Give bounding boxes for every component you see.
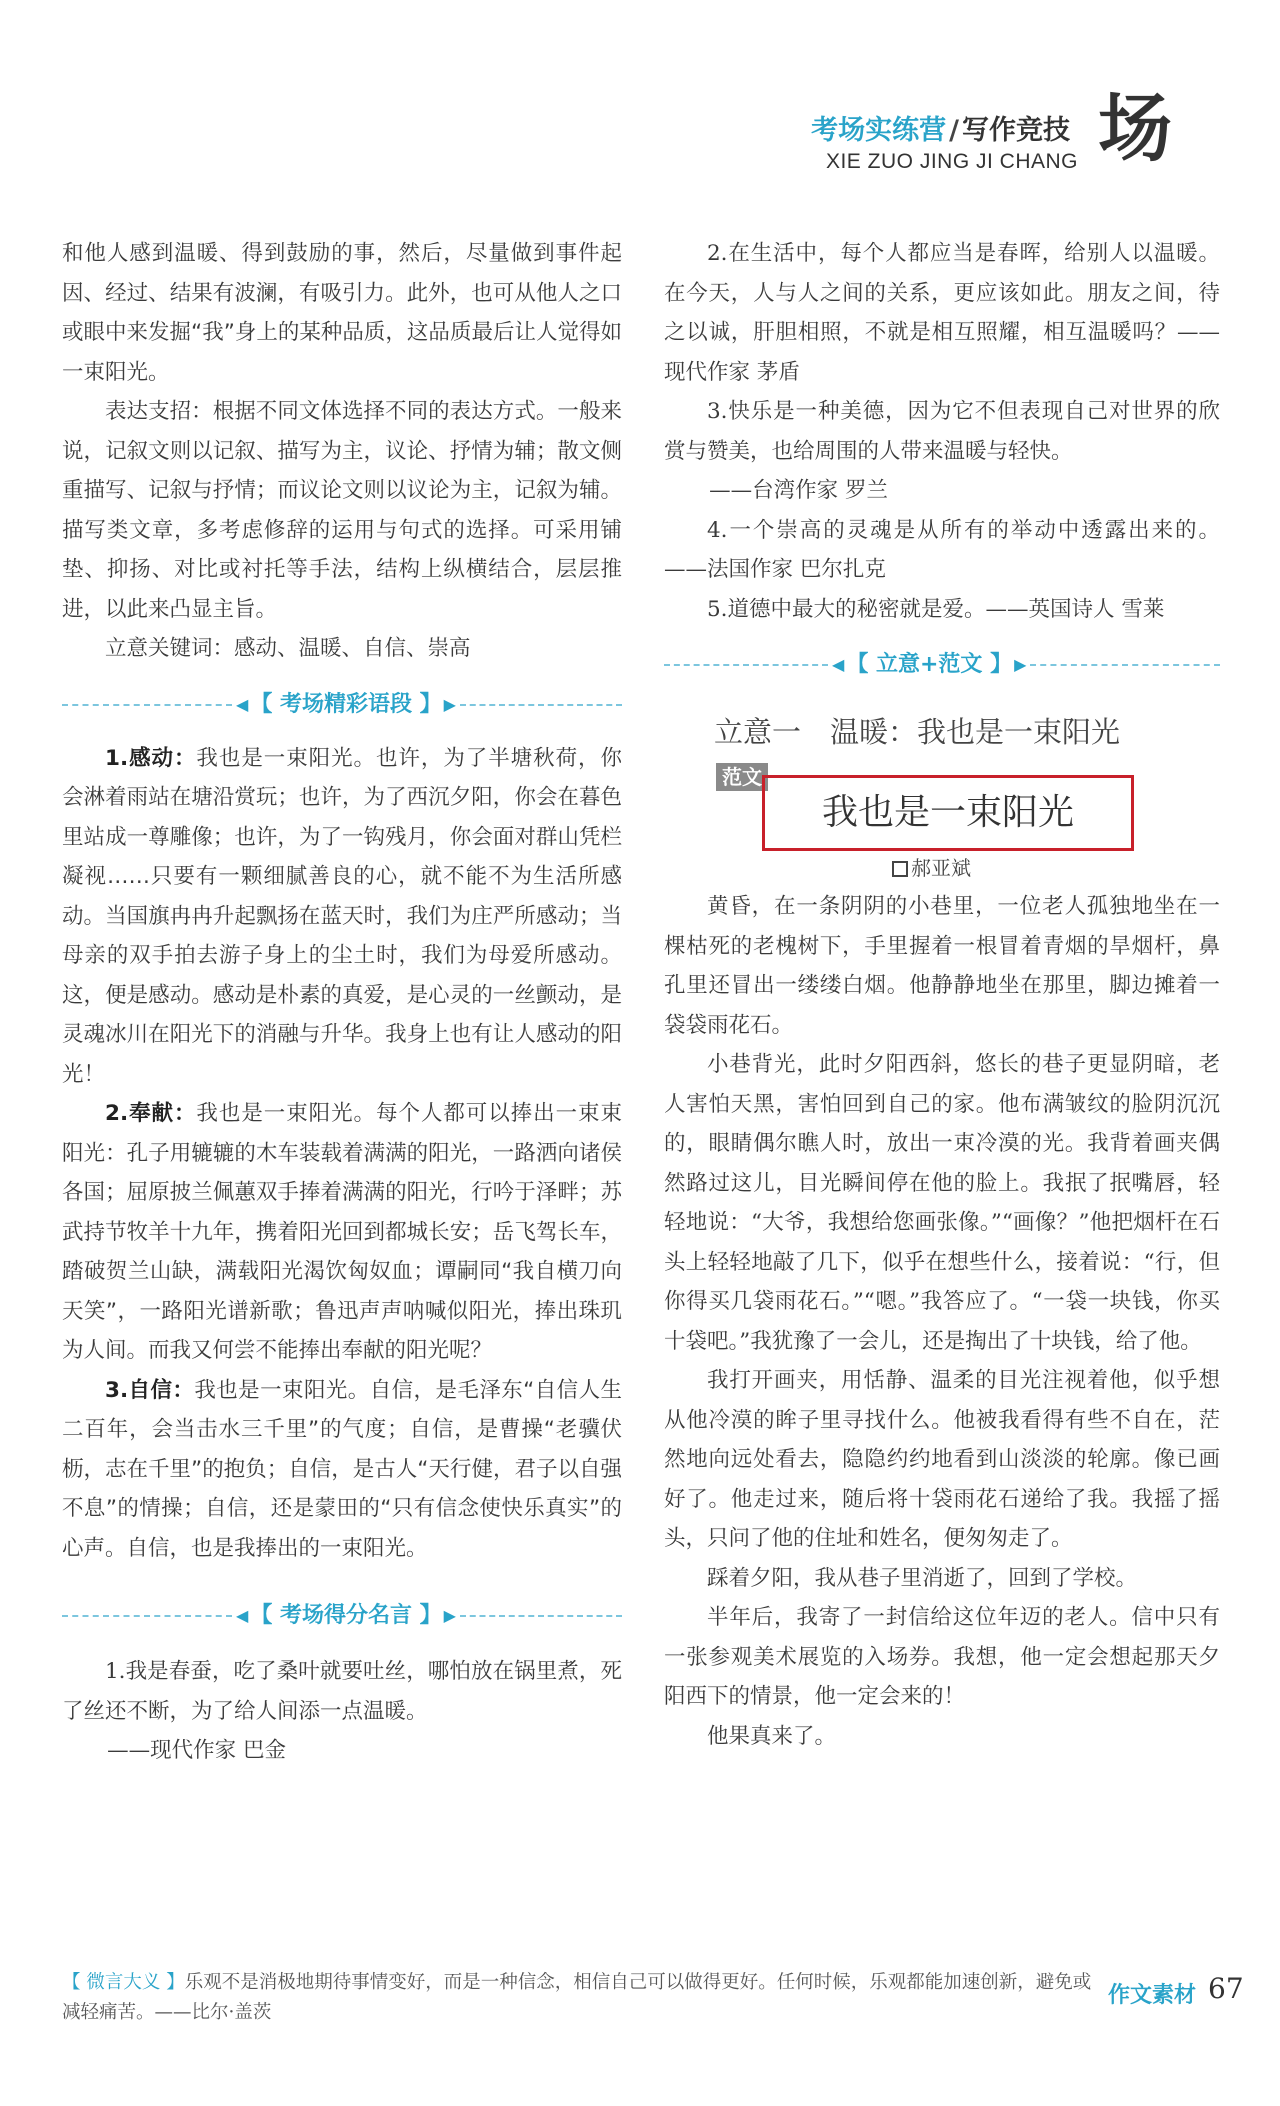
essay-heading [664,755,1220,881]
triangle-left-icon: ◀ [236,694,249,714]
page-header [600,86,1220,186]
essay-paragraph: 小巷背光，此时夕阳西斜，悠长的巷子更显阴暗，老人害怕天黑，害怕回到自己的家。他布满皱纹的脸阴沉沉的，眼睛偶尔瞧人时，放出一束冷漠的光。我背着画夹偶然路过这儿，目光瞬间停在他的脸上。我抿了抿嘴唇，轻轻地说：“大爷，我想给您画张像。”“画像？”他把烟杆在石头上轻轻地敲了几下，似乎在想些什么，接着说：“行，但你得买几袋雨花石。”“嗯。”我答应了。“一袋一块钱，你买十袋吧。”我犹豫了一会儿，还是掏出了十块钱，给了他。 [664,1052,1220,1354]
footer-bracket: 【 微言大义 】 [62,1972,185,1993]
column-big-char: 场 [1098,86,1172,172]
quote-source: ——台湾作家 罗兰 [709,478,888,503]
essay-paragraph: 我打开画夹，用恬静、温柔的目光注视着他，似乎想从他冷漠的眸子里寻找什么。他被我看得有些不自在，茫然地向远处看去，隐隐约约地看到山淡淡的轮廓。像已画好了。他走过来，随后将十袋雨花石递给了我。我摇了摇头，只问了他的住址和姓名，便匆匆走了。 [664,1368,1220,1551]
section-header [62,1594,622,1638]
passage-text: 我也是一束阳光。也许，为了半塘秋荷，你会淋着雨站在塘沿赏玩；也许，为了西沉夕阳，你会在暮色里站成一尊雕像；也许，为了一钩残月，你会面对群山凭栏凝视……只要有一颗细腻善良的心，就不能不为生活所感动。当国旗冉冉升起飘扬在蓝天时，我们为庄严所感动；当母亲的双手拍去游子身上的尘土时，我们为母爱所感动。这，便是感动。感动是朴素的真爱，是心灵的一丝颤动，是灵魂冰川在阳光下的消融与升华。我身上也有让人感动的阳光！ [62,745,622,1087]
passage [62,739,622,1095]
passage-lead: 3.自信： [105,1377,195,1403]
section-header [62,683,622,727]
quote-source: ——现代作家 巴金 [107,1738,286,1763]
quote: 5.道德中最大的秘密就是爱。——英国诗人 雪莱 [707,596,1165,622]
passage-text: 我也是一束阳光。自信，是毛泽东“自信人生二百年，会当击水三千里”的气度；自信，是曹操“老骥伏枥，志在千里”的抱负；自信，是古人“天行健，君子以自强不息”的情操；自信，还是蒙田的“只有信念使快乐真实”的心声。自信，也是我捧出的一束阳光。 [62,1377,622,1561]
column-title [811,108,1070,147]
essay-paragraph: 半年后，我寄了一封信给这位年迈的老人。信中只有一张参观美术展览的入场券。我想，他一定会想起那天夕阳西下的情景，他一定会来的！ [664,1605,1220,1709]
quote: 2.在生活中，每个人都应当是春晖，给别人以温暖。在今天，人与人之间的关系，更应该如此。朋友之间，待之以诚，肝胆相照，不就是相互照耀，相互温暖吗？——现代作家 茅盾 [664,241,1220,385]
triangle-right-icon: ▶ [443,1606,456,1626]
page-number: 67 [1208,1972,1244,2005]
paragraph: 表达支招：根据不同文体选择不同的表达方式。一般来说，记叙文则以记叙、描写为主，议论、抒情为辅；散文侧重描写、记叙与抒情；而议论文则以议论为主，记叙为辅。描写类文章，多考虑修辞的运用与句式的选择。可采用铺垫、抑扬、对比或衬托等手法，结构上纵横结合，层层推进，以此来凸显主旨。 [62,399,622,622]
quote: 1.我是春蚕，吃了桑叶就要吐丝，哪怕放在锅里煮，死了丝还不断，为了给人间添一点温暖。 [62,1659,622,1724]
essay-paragraph: 踩着夕阳，我从巷子里消逝了，回到了学校。 [707,1565,1138,1591]
passage-text: 我也是一束阳光。每个人都可以捧出一束束阳光：孔子用辘辘的木车装载着满满的阳光，一路洒向诸侯各国；屈原披兰佩蕙双手捧着满满的阳光，行吟于泽畔；苏武持节牧羊十九年，携着阳光回到都城长安；岳飞驾长车，踏破贺兰山缺，满载阳光渴饮匈奴血；谭嗣同“我自横刀向天笑”，一路阳光谱新歌；鲁迅声声呐喊似阳光，捧出珠玑为人间。而我又何尝不能捧出奉献的阳光呢？ [62,1101,622,1363]
passage-lead: 1.感动： [105,745,197,771]
essay-author [892,855,971,881]
keywords: 立意关键词：感动、温暖、自信、崇高 [105,636,471,661]
right-column [664,234,1220,1756]
column-title-b: 写作竞技 [962,115,1070,146]
triangle-left-icon: ◀ [236,1606,249,1626]
author-name: 郝亚斌 [911,856,971,880]
theme-heading: 立意一 温暖：我也是一束阳光 [714,715,1121,749]
section-title: 【 考场得分名言 】 [250,1603,442,1629]
passage [62,1371,622,1569]
passage-lead: 2.奉献： [105,1101,197,1126]
author-box-icon [892,861,908,877]
essay-title: 我也是一束阳光 [762,775,1134,851]
section-header [664,643,1220,687]
column-title-slash: / [949,115,959,146]
passage [62,1094,622,1371]
triangle-right-icon: ▶ [443,694,456,714]
footer-note [62,1968,1102,2028]
triangle-left-icon: ◀ [832,655,845,675]
triangle-right-icon: ▶ [1014,655,1027,675]
left-column [62,234,622,1771]
section-title: 【 立意+范文 】 [846,652,1013,678]
section-title: 【 考场精彩语段 】 [250,691,442,717]
footer-label: 作文素材 [1108,1983,1197,2008]
column-title-a: 考场实练营 [811,115,947,146]
quote: 3.快乐是一种美德，因为它不但表现自己对世界的欣赏与赞美，也给周围的人带来温暖与轻快。 [664,399,1220,464]
column-pinyin: XIE ZUO JING JI CHANG [825,150,1078,173]
quote: 4.一个崇高的灵魂是从所有的举动中透露出来的。——法国作家 巴尔扎克 [664,517,1220,582]
essay-paragraph: 他果真来了。 [707,1723,837,1749]
sample-essay-badge: 范文 [716,763,768,791]
footer-text: 乐观不是消极地期待事情变好，而是一种信念，相信自己可以做得更好。任何时候，乐观都能加速创新，避免或减轻痛苦。——比尔·盖茨 [62,1972,1092,2023]
paragraph: 和他人感到温暖、得到鼓励的事，然后，尽量做到事件起因、经过、结果有波澜，有吸引力。此外，也可从他人之口或眼中来发掘“我”身上的某种品质，这品质最后让人觉得如一束阳光。 [62,241,622,385]
essay-paragraph: 黄昏，在一条阴阴的小巷里，一位老人孤独地坐在一棵枯死的老槐树下，手里握着一根冒着青烟的旱烟杆，鼻孔里还冒出一缕缕白烟。他静静地坐在那里，脚边摊着一袋袋雨花石。 [664,894,1220,1038]
